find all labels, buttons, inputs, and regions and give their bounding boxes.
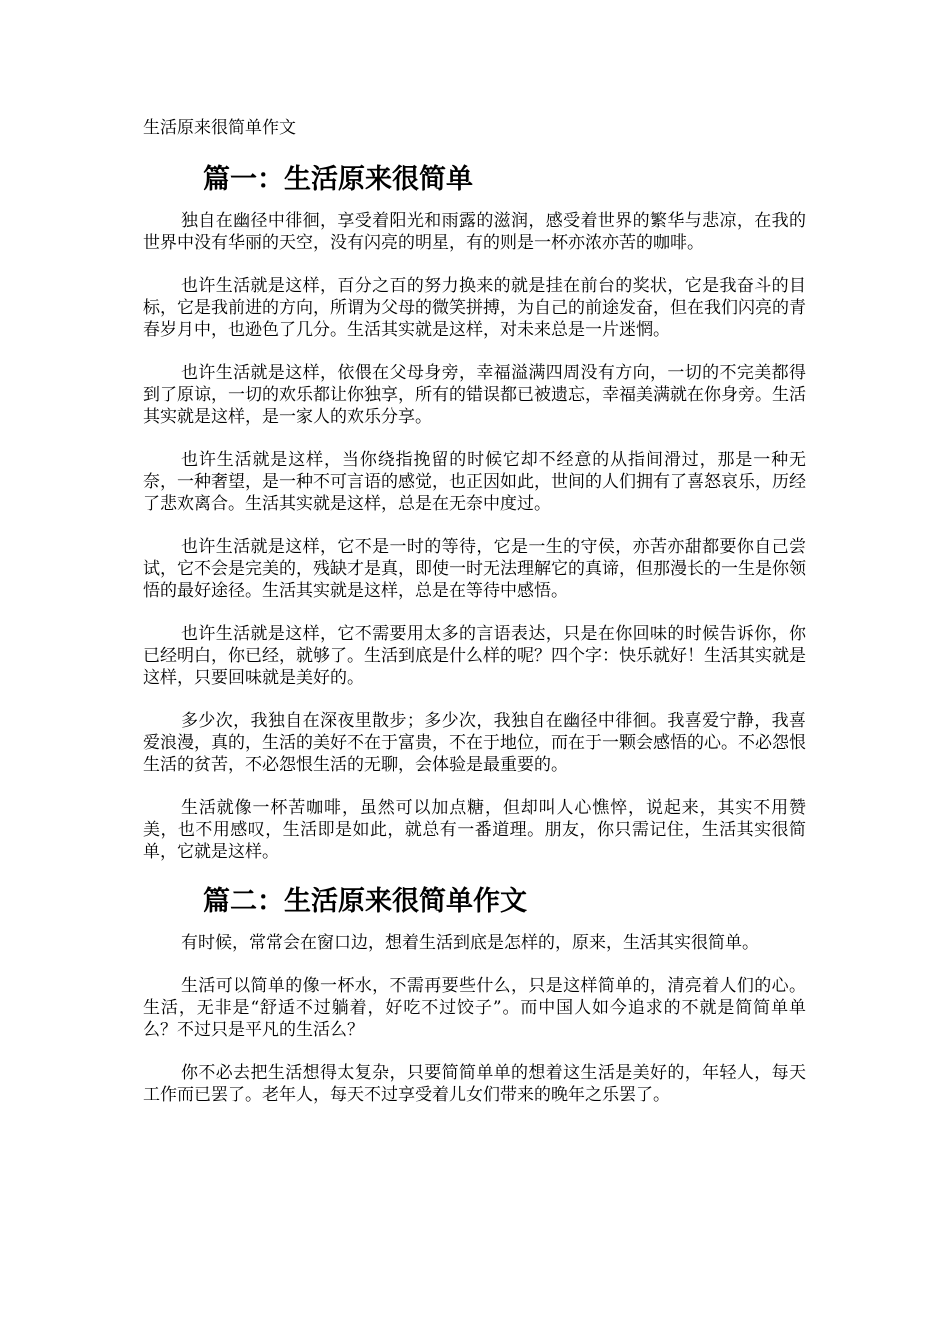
document-title: 生活原来很简单作文 — [143, 118, 296, 138]
section-two — [143, 884, 806, 1106]
section-heading: 篇二：生活原来很简单作文 — [203, 886, 527, 917]
paragraph: 生活可以简单的像一杯水，不需再要些什么，只是这样简单的，清亮着人们的心。生活，无非是“舒适不过躺着，好吃不过饺子”。而中国人如今追求的不就是简简单单么？不过只是平凡的生活么？ — [143, 976, 806, 1040]
section-one — [143, 162, 806, 863]
paragraph: 也许生活就是这样，它不是一时的等待，它是一生的守侯，亦苦亦甜都要你自己尝试，它不会是完美的，残缺才是真，即使一时无法理解它的真谛，但那漫长的一生是你领悟的最好途径。生活其实就是这样，总是在等待中感悟。 — [143, 537, 806, 601]
paragraph: 多少次，我独自在深夜里散步；多少次，我独自在幽径中徘徊。我喜爱宁静，我喜爱浪漫，真的，生活的美好不在于富贵，不在于地位，而在于一颗会感悟的心。不必怨恨生活的贫苦，不必怨恨生活的无聊，会体验是最重要的。 — [143, 711, 806, 775]
paragraph: 独自在幽径中徘徊，享受着阳光和雨露的滋润，感受着世界的繁华与悲凉，在我的世界中没有华丽的天空，没有闪亮的明星，有的则是一杯亦浓亦苦的咖啡。 — [143, 211, 806, 253]
document-page — [143, 114, 806, 1127]
paragraph: 你不必去把生活想得太复杂，只要简简单单的想着这生活是美好的，年轻人，每天工作而已罢了。老年人，每天不过享受着儿女们带来的晚年之乐罢了。 — [143, 1063, 806, 1105]
paragraph: 生活就像一杯苦咖啡，虽然可以加点糖，但却叫人心憔悴，说起来，其实不用赞美，也不用感叹，生活即是如此，就总有一番道理。朋友，你只需记住，生活其实很简单，它就是这样。 — [143, 798, 806, 862]
paragraph: 也许生活就是这样，它不需要用太多的言语表达，只是在你回味的时候告诉你，你已经明白，你已经，就够了。生活到底是什么样的呢？四个字：快乐就好！生活其实就是这样，只要回味就是美好的。 — [143, 624, 806, 688]
paragraph: 也许生活就是这样，百分之百的努力换来的就是挂在前台的奖状，它是我奋斗的目标，它是我前进的方向，所谓为父母的微笑拼搏，为自己的前途发奋，但在我们闪亮的青春岁月中，也逊色了几分。生活其实就是这样，对未来总是一片迷惘。 — [143, 276, 806, 340]
paragraph: 也许生活就是这样，依偎在父母身旁，幸福溢满四周没有方向，一切的不完美都得到了原谅，一切的欢乐都让你独享，所有的错误都已被遗忘，幸福美满就在你身旁。生活其实就是这样，是一家人的欢乐分享。 — [143, 363, 806, 427]
section-heading: 篇一：生活原来很简单 — [203, 164, 473, 195]
paragraph: 有时候，常常会在窗口边，想着生活到底是怎样的，原来，生活其实很简单。 — [181, 933, 759, 953]
paragraph: 也许生活就是这样，当你绕指挽留的时候它却不经意的从指间滑过，那是一种无奈，一种奢望，是一种不可言语的感觉，也正因如此，世间的人们拥有了喜怒哀乐，历经了悲欢离合。生活其实就是这样，总是在无奈中度过。 — [143, 450, 806, 514]
